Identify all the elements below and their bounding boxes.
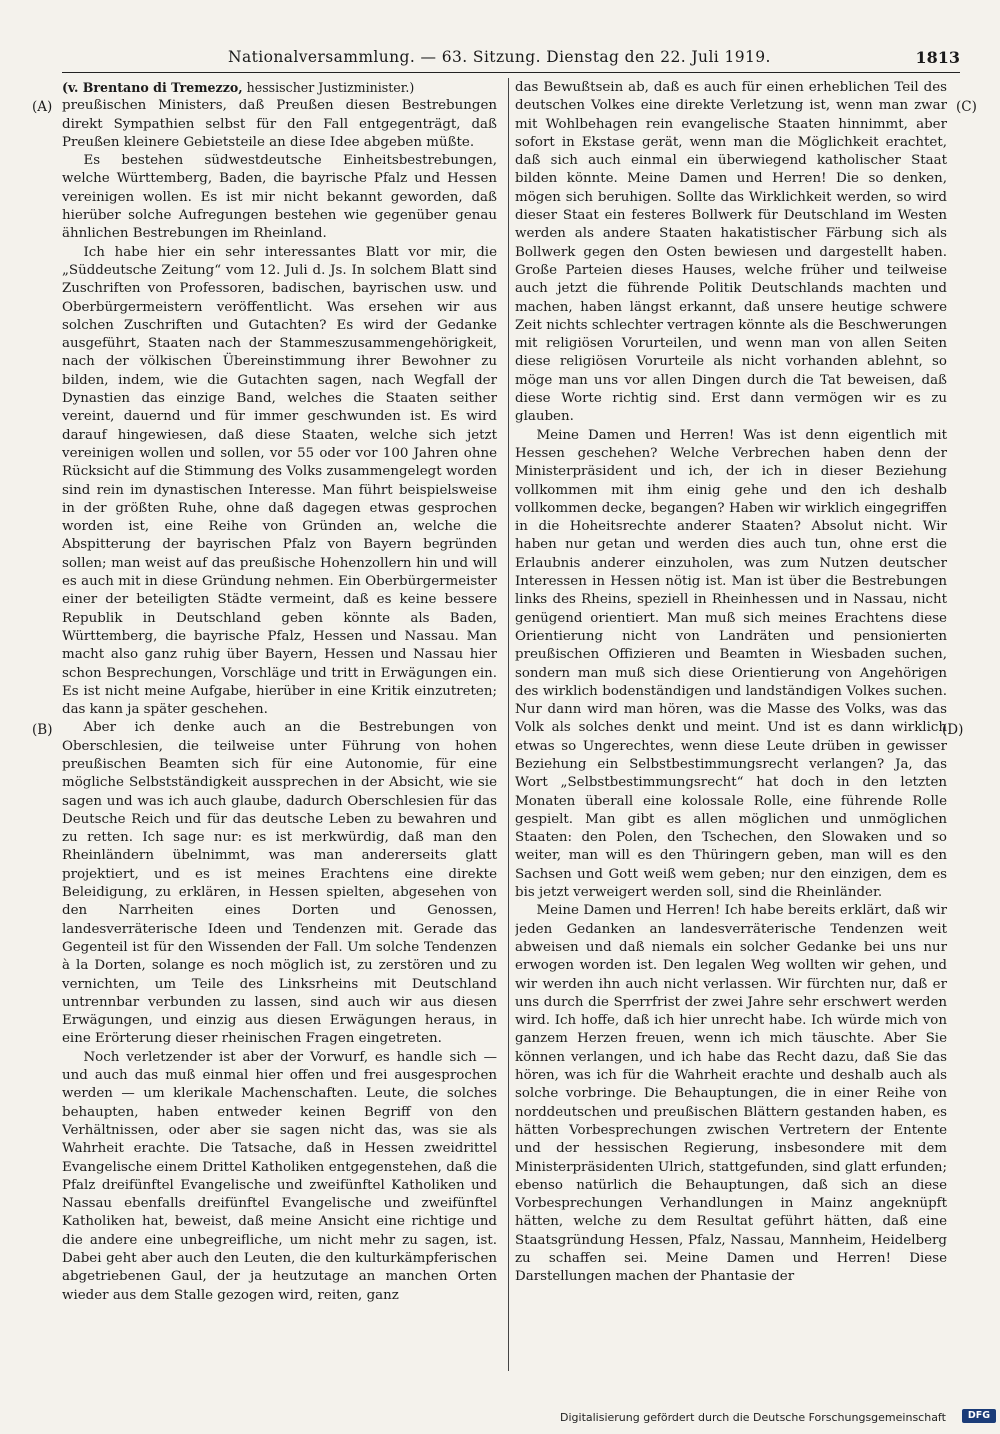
right-column [515,79,947,1371]
paragraph: Es bestehen südwestdeutsche Einheitsbestrebungen, welche Württemberg, Baden, die bayrische Pfalz und Hessen vereinigen wollen. Es ist mir nicht bekannt geworden, daß hierüber solche Aufregungen bestehen wie gegenüber genau ähnlichen Bestrebungen im Rheinland. [62,153,497,242]
header-rule [62,72,960,73]
paragraph: preußischen Ministers, daß Preußen diesen Bestrebungen direkt Sympathien selbst für den Fall entgegenträgt, daß Preußen kleinere Gebietsteile an diese Idee abgeben müßte. [62,98,497,150]
paragraph: das Bewußtsein ab, daß es auch für einen erheblichen Teil des deutschen Volkes eine direkte Verletzung ist, wenn man zwar mit Wohlbehagen rein evangelische Staaten hinnimmt, aber sofort in Ekstase gerät, wenn man die Möglichkeit erachtet, daß sich auch einmal ein überwiegend katholischer Staat bilden könnte. Meine Damen und Herren! Die so denken, mögen sich beruhigen. Sollte das Wirklichkeit werden, so wird dieser Staat ein festeres Bollwerk für Deutschland im Westen werden als andere Staaten hakatistischer Färbung sich als Bollwerk gegen den Osten bewiesen und dargestellt haben. Große Parteien dieses Hauses, welche früher und teilweise auch jetzt die führende Politik Deutschlands machten und machen, haben längst erkannt, daß unsere heutige schwere Zeit nichts schlechter vertragen könnte als die Beschwerungen mit religiösen Vorurteilen, und wenn man von allen Seiten diese religiösen Vorurteile als nicht vorhanden ablehnt, so möge man uns vor allen Dingen durch die Tat beweisen, daß diese Worte richtig sind. Erst dann vermögen wir es zu glauben. [515,80,947,425]
paragraph: Ich habe hier ein sehr interessantes Blatt vor mir, die „Süddeutsche Zeitung“ vom 12. Juli d. Js. In solchem Blatt sind Zuschriften von Professoren, badischen, bayrischen usw. und Oberbürgermeistern veröffentlicht. Was ersehen wir aus solchen Zuschriften und Gutachten? Es wird der Gedanke ausgeführt, Staaten nach der Stammeszusammengehörigkeit, nach der völkischen Übereinstimmung ihrer Bewohner zu bilden, indem, wie die Gutachten sagen, nach Wegfall der Dynastien das einzige Band, welches die Staaten seither vereint, dauernd und für immer geschwunden ist. Es wird darauf hingewiesen, daß diese Staaten, welche sich jetzt vereinigen wollen und sollen, vor 55 oder vor 100 Jahren ohne Rücksicht auf die Stimmung des Volks zusammengelegt worden sind rein im dynastischen Interesse. Man führt beispielsweise in der größten Ruhe, ohne daß dagegen etwas gesprochen worden ist, eine Reihe von Gründen an, welche die Abspitterung der bayrischen Pfalz von Bayern begründen sollen; man weist auf das preußische Hohenzollern hin und will es auch mit in diese Gründung nehmen. Ein Oberbürgermeister einer der beteiligten Städte vermeint, daß es keine bessere Republik in Deutschland geben könnte als Baden, Württemberg, die bayrische Pfalz, Hessen und Nassau. Man macht also ganz ruhig über Bayern, Hessen und Nassau hier schon Besprechungen, Vorschläge und tritt in Erwägungen ein. Es ist nicht meine Aufgabe, hierüber in eine Kritik einzutreten; das kann ja später geschehen. [62,244,497,718]
paragraph: Meine Damen und Herren! Was ist denn eigentlich mit Hessen geschehen? Welche Verbrechen haben denn der Ministerpräsident und ich, der ich in dieser Beziehung vollkommen mit ihm einig gehe und den ich deshalb vollkommen decke, begangen? Haben wir wirklich eingegriffen in die Hoheitsrechte anderer Staaten? Absolut nicht. Wir haben nur getan und werden dies auch tun, ohne erst die Erlaubnis anderer einzuholen, was zum Nutzen deutscher Interessen in Hessen nötig ist. Man ist über die Bestrebungen links des Rheins, speziell in Rheinhessen und in Nassau, nicht genügend orientiert. Man muß sich meines Erachtens diese Orientierung nicht von Landräten und pensionierten preußischen Offizieren und Beamten in Wiesbaden suchen, sondern man muß sich diese Orientierung von Angehörigen des wirklich bodenständigen und landständigen Volkes suchen. Nur dann wird man hören, was die Masse des Volks, was das Volk als solches denkt und meint. Und ist es dann wirklich etwas so Ungerechtes, wenn diese Leute drüben in gewisser Beziehung ein Selbstbestimmungsrecht verlangen? Ja, das Wort „Selbstbestimmungsrecht“ hat doch in den letzten Monaten überall eine kolossale Rolle, eine führende Rolle gespielt. Man gibt es allen möglichen und unmöglichen Staaten: den Polen, den Tschechen, den Slowaken und so weiter, man will es den Thüringern geben, man will es den Sachsen und Gott weiß wem geben; nur den einzigen, dem es bis jetzt verweigert werden soll, sind die Rheinländer. [515,427,947,901]
header-title: Nationalversammlung. — 63. Sitzung. Dienstag den 22. Juli 1919. [228,48,771,66]
margin-marker-c: (C) [956,99,977,115]
page-number: 1813 [915,48,960,67]
margin-marker-a: (A) [32,99,53,115]
paragraph: Meine Damen und Herren! Ich habe bereits erklärt, daß wir jeden Gedanken an landesverräterische Tendenzen weit abweisen und daß niemals ein solcher Gedanke bei uns nur erwogen worden ist. Den legalen Weg wollten wir gehen, und wir werden ihn auch nicht verlassen. Wir fürchten nur, daß er uns durch die Sperrfrist der zwei Jahre sehr erschwert werden wird. Ich hoffe, daß ich hier unrecht habe. Ich würde mich von ganzem Herzen freuen, wenn ich mich täuschte. Aber Sie können verlangen, und ich habe das Recht dazu, daß Sie das hören, was ich für die Wahrheit erachte und deshalb auch als solche vorbringe. Die Behauptungen, die in einer Reihe von norddeutschen und preußischen Blättern gestanden haben, es hätten Vorbesprechungen zwischen Vertretern der Entente und der hessischen Regierung, insbesondere mit dem Ministerpräsidenten Ulrich, stattgefunden, sind glatt erfunden; ebenso natürlich die Behauptungen, daß sich an diese Vorbesprechungen Verhandlungen in Mainz angeknüpft hätten, welche zu dem Resultat geführt hätten, daß eine Staatsgründung Hessen, Pfalz, Nassau, Mannheim, Heidelberg zu schaffen sei. Meine Damen und Herren! Diese Darstellungen machen der Phantasie der [515,903,947,1285]
dfg-logo-text: DFG [967,1410,991,1421]
dfg-logo [962,1409,996,1423]
left-column [62,79,497,1371]
paragraph: Noch verletzender ist aber der Vorwurf, es handle sich — und auch das muß einmal hier offen und frei ausgesprochen werden — um klerikale Machenschaften. Leute, die solches behaupten, haben entweder keinen Begriff von den Verhältnissen, oder aber sie sagen nicht das, was sie als Wahrheit erachte. Die Tatsache, daß in Hessen zweidrittel Evangelische einem Drittel Katholiken entgegenstehen, daß die Pfalz dreifünftel Evangelische und zweifünftel Katholiken und Nassau ebenfalls dreifünftel Evangelische und zweifünftel Katholiken hat, beweist, daß meine Ansicht eine richtige und die andere eine unbegreifliche, um nicht mehr zu sagen, ist. Dabei geht aber auch den Leuten, die den kulturkämpferischen abgetriebenen Gaul, der ja heutzutage an manchen Orten wieder aus dem Stalle gezogen wird, reiten, ganz [62,1049,497,1303]
speaker-name: (v. Brentano di Tremezzo, [62,80,243,95]
paragraph: Aber ich denke auch an die Bestrebungen von Oberschlesien, die teilweise unter Führung von hohen preußischen Beamten sich für eine Autonomie, für eine mögliche Selbstständigkeit aussprechen in der Absicht, wie sie sagen und was ich auch glaube, dadurch Oberschlesien für das Deutsche Reich und für das deutsche Leben zu bewahren und zu retten. Ich sage nur: es ist merkwürdig, daß man den Rheinländern übelnimmt, was man andererseits glatt projektiert, und es ist meines Erachtens eine direkte Beleidigung, zu erklären, in Hessen spielten, abgesehen von den Narrheiten eines Dorten und Genossen, landesverräterische Ideen und Tendenzen mit. Gerade das Gegenteil ist für den Wissenden der Fall. Um solche Tendenzen à la Dorten, solange es noch möglich ist, zu zerstören und zu vernichten, um Teile des Linksrheins mit Deutschland untrennbar verbunden zu lassen, sind auch wir aus diesen Erwägungen, und einzig aus diesen Erwägungen heraus, in eine Erörterung dieser rheinischen Fragen eingetreten. [62,720,497,1047]
digitization-credit: Digitalisierung gefördert durch die Deutsche Forschungsgemeinschaft [560,1411,946,1424]
column-divider [508,78,509,1371]
speaker-line [62,79,497,97]
page-header [0,44,1000,74]
speaker-role: hessischer Justizminister.) [242,80,415,95]
margin-marker-d: (D) [942,722,964,738]
margin-marker-b: (B) [32,722,53,738]
